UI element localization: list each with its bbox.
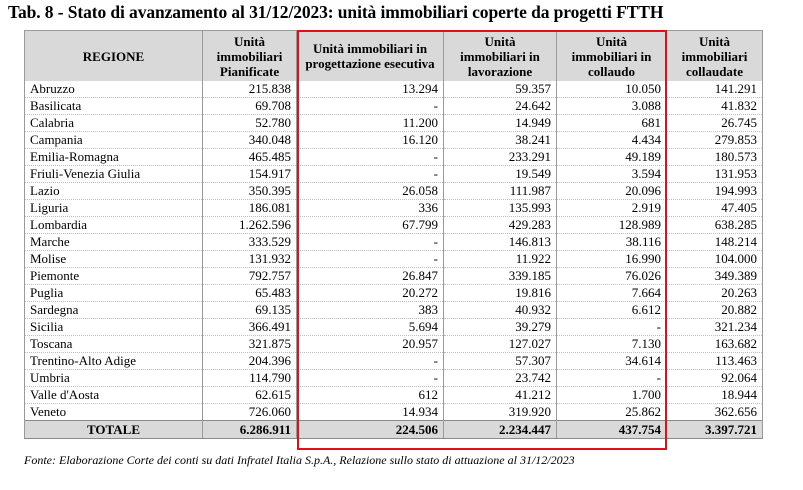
table-row <box>25 404 763 421</box>
table-row <box>25 370 763 387</box>
cell-pianificate: 321.875 <box>203 336 297 353</box>
cell-pianificate: 1.262.596 <box>203 217 297 234</box>
cell-collaudo: 25.862 <box>557 404 667 421</box>
cell-collaudate: 18.944 <box>667 387 763 404</box>
cell-progettazione: 13.294 <box>297 81 444 98</box>
cell-collaudate: 26.745 <box>667 115 763 132</box>
cell-collaudate: 20.263 <box>667 285 763 302</box>
cell-lavorazione: 57.307 <box>444 353 557 370</box>
cell-regione: Veneto <box>25 404 203 421</box>
table-row <box>25 387 763 404</box>
cell-lavorazione: 41.212 <box>444 387 557 404</box>
column-header-lavorazione-text: Unità immobiliari in lavorazione <box>460 33 540 79</box>
cell-collaudo: 681 <box>557 115 667 132</box>
cell-collaudate: 41.832 <box>667 98 763 115</box>
cell-lavorazione: 339.185 <box>444 268 557 285</box>
cell-progettazione: 20.957 <box>297 336 444 353</box>
cell-regione: Lombardia <box>25 217 203 234</box>
table-row <box>25 200 763 217</box>
column-header-collaudo-text: Unità immobiliari in collaudo <box>571 33 652 79</box>
column-header-collaudate-text: Unità immobiliari collaudate <box>681 33 748 79</box>
cell-progettazione: - <box>297 149 444 166</box>
cell-collaudo: 2.919 <box>557 200 667 217</box>
cell-collaudo: 34.614 <box>557 353 667 370</box>
cell-collaudate: 113.463 <box>667 353 763 370</box>
table-row <box>25 353 763 370</box>
cell-lavorazione: 127.027 <box>444 336 557 353</box>
cell-regione: Umbria <box>25 370 203 387</box>
table-row <box>25 132 763 149</box>
cell-collaudate: 141.291 <box>667 81 763 98</box>
cell-lavorazione: 19.816 <box>444 285 557 302</box>
cell-collaudo: 20.096 <box>557 183 667 200</box>
cell-pianificate: 726.060 <box>203 404 297 421</box>
cell-regione: Emilia-Romagna <box>25 149 203 166</box>
source-note: Fonte: Elaborazione Corte dei conti su dati Infratel Italia S.p.A., Relazione sullo stato di attuazione al 31/12/2023 <box>24 453 575 467</box>
cell-lavorazione: 23.742 <box>444 370 557 387</box>
cell-progettazione: 14.934 <box>297 404 444 421</box>
table-row <box>25 251 763 268</box>
cell-lavorazione: 14.949 <box>444 115 557 132</box>
cell-regione: Liguria <box>25 200 203 217</box>
regional-progress-table <box>24 30 763 439</box>
cell-pianificate: 69.708 <box>203 98 297 115</box>
cell-pianificate: 215.838 <box>203 81 297 98</box>
table-row <box>25 115 763 132</box>
cell-regione: Campania <box>25 132 203 149</box>
cell-lavorazione: 111.987 <box>444 183 557 200</box>
cell-collaudo: 10.050 <box>557 81 667 98</box>
cell-collaudo: - <box>557 319 667 336</box>
cell-progettazione: 383 <box>297 302 444 319</box>
cell-pianificate: 792.757 <box>203 268 297 285</box>
cell-progettazione: 20.272 <box>297 285 444 302</box>
cell-collaudate: 638.285 <box>667 217 763 234</box>
cell-regione: Abruzzo <box>25 81 203 98</box>
column-header-pianificate-text: Unità immobiliari Pianificate <box>216 33 283 79</box>
column-header-progettazione-text: Unità immobiliari in progettazione esecutiva <box>305 41 435 71</box>
cell-progettazione: 26.058 <box>297 183 444 200</box>
table-row <box>25 302 763 319</box>
cell-collaudo: - <box>557 370 667 387</box>
cell-progettazione: 26.847 <box>297 268 444 285</box>
cell-collaudo: 6.612 <box>557 302 667 319</box>
column-header-collaudo <box>557 31 667 82</box>
cell-pianificate: 340.048 <box>203 132 297 149</box>
cell-collaudate: 362.656 <box>667 404 763 421</box>
total-pianificate: 6.286.911 <box>203 421 297 439</box>
cell-lavorazione: 11.922 <box>444 251 557 268</box>
cell-lavorazione: 38.241 <box>444 132 557 149</box>
cell-collaudate: 92.064 <box>667 370 763 387</box>
cell-lavorazione: 39.279 <box>444 319 557 336</box>
cell-progettazione: - <box>297 166 444 183</box>
cell-regione: Sardegna <box>25 302 203 319</box>
cell-pianificate: 52.780 <box>203 115 297 132</box>
cell-pianificate: 186.081 <box>203 200 297 217</box>
cell-collaudo: 3.594 <box>557 166 667 183</box>
cell-progettazione: - <box>297 370 444 387</box>
cell-pianificate: 69.135 <box>203 302 297 319</box>
cell-collaudo: 38.116 <box>557 234 667 251</box>
cell-collaudate: 349.389 <box>667 268 763 285</box>
cell-pianificate: 204.396 <box>203 353 297 370</box>
cell-collaudo: 49.189 <box>557 149 667 166</box>
cell-lavorazione: 233.291 <box>444 149 557 166</box>
cell-pianificate: 65.483 <box>203 285 297 302</box>
cell-regione: Marche <box>25 234 203 251</box>
cell-progettazione: - <box>297 234 444 251</box>
total-row <box>25 421 763 439</box>
cell-regione: Puglia <box>25 285 203 302</box>
cell-lavorazione: 146.813 <box>444 234 557 251</box>
cell-collaudate: 20.882 <box>667 302 763 319</box>
cell-lavorazione: 19.549 <box>444 166 557 183</box>
cell-pianificate: 465.485 <box>203 149 297 166</box>
cell-pianificate: 333.529 <box>203 234 297 251</box>
cell-progettazione: 67.799 <box>297 217 444 234</box>
cell-lavorazione: 24.642 <box>444 98 557 115</box>
cell-progettazione: - <box>297 353 444 370</box>
cell-progettazione: 612 <box>297 387 444 404</box>
cell-regione: Trentino-Alto Adige <box>25 353 203 370</box>
table-row <box>25 183 763 200</box>
table-row <box>25 285 763 302</box>
total-label: TOTALE <box>25 421 203 439</box>
cell-pianificate: 366.491 <box>203 319 297 336</box>
cell-collaudate: 321.234 <box>667 319 763 336</box>
cell-collaudo: 76.026 <box>557 268 667 285</box>
table-row <box>25 319 763 336</box>
column-header-lavorazione <box>444 31 557 82</box>
table-row <box>25 149 763 166</box>
total-collaudate: 3.397.721 <box>667 421 763 439</box>
table-title: Tab. 8 - Stato di avanzamento al 31/12/2023: unità immobiliari coperte da progetti FTTH <box>8 2 664 22</box>
table-row <box>25 234 763 251</box>
cell-lavorazione: 429.283 <box>444 217 557 234</box>
cell-collaudo: 3.088 <box>557 98 667 115</box>
cell-collaudo: 7.130 <box>557 336 667 353</box>
cell-regione: Molise <box>25 251 203 268</box>
cell-regione: Valle d'Aosta <box>25 387 203 404</box>
cell-regione: Sicilia <box>25 319 203 336</box>
cell-lavorazione: 135.993 <box>444 200 557 217</box>
table-row <box>25 81 763 98</box>
cell-regione: Basilicata <box>25 98 203 115</box>
cell-collaudate: 163.682 <box>667 336 763 353</box>
cell-collaudo: 16.990 <box>557 251 667 268</box>
cell-regione: Piemonte <box>25 268 203 285</box>
cell-regione: Friuli-Venezia Giulia <box>25 166 203 183</box>
column-header-progettazione <box>297 31 444 82</box>
total-collaudo: 437.754 <box>557 421 667 439</box>
cell-progettazione: 11.200 <box>297 115 444 132</box>
column-header-collaudate <box>667 31 763 82</box>
cell-collaudate: 131.953 <box>667 166 763 183</box>
table-row <box>25 217 763 234</box>
cell-progettazione: 16.120 <box>297 132 444 149</box>
cell-pianificate: 350.395 <box>203 183 297 200</box>
table-row <box>25 268 763 285</box>
cell-progettazione: - <box>297 251 444 268</box>
cell-pianificate: 62.615 <box>203 387 297 404</box>
cell-collaudo: 7.664 <box>557 285 667 302</box>
cell-pianificate: 114.790 <box>203 370 297 387</box>
cell-collaudo: 1.700 <box>557 387 667 404</box>
cell-progettazione: - <box>297 98 444 115</box>
cell-collaudo: 4.434 <box>557 132 667 149</box>
cell-progettazione: 336 <box>297 200 444 217</box>
total-progettazione: 224.506 <box>297 421 444 439</box>
table-row <box>25 336 763 353</box>
column-header-regione: REGIONE <box>25 31 203 82</box>
cell-collaudate: 104.000 <box>667 251 763 268</box>
cell-lavorazione: 59.357 <box>444 81 557 98</box>
cell-lavorazione: 319.920 <box>444 404 557 421</box>
table-row <box>25 166 763 183</box>
cell-collaudo: 128.989 <box>557 217 667 234</box>
cell-progettazione: 5.694 <box>297 319 444 336</box>
cell-collaudate: 148.214 <box>667 234 763 251</box>
cell-regione: Lazio <box>25 183 203 200</box>
table-row <box>25 98 763 115</box>
cell-pianificate: 154.917 <box>203 166 297 183</box>
cell-regione: Calabria <box>25 115 203 132</box>
column-header-pianificate <box>203 31 297 82</box>
total-lavorazione: 2.234.447 <box>444 421 557 439</box>
cell-collaudate: 180.573 <box>667 149 763 166</box>
cell-collaudate: 194.993 <box>667 183 763 200</box>
cell-lavorazione: 40.932 <box>444 302 557 319</box>
cell-pianificate: 131.932 <box>203 251 297 268</box>
header-row <box>25 31 763 82</box>
cell-collaudate: 279.853 <box>667 132 763 149</box>
cell-collaudate: 47.405 <box>667 200 763 217</box>
cell-regione: Toscana <box>25 336 203 353</box>
